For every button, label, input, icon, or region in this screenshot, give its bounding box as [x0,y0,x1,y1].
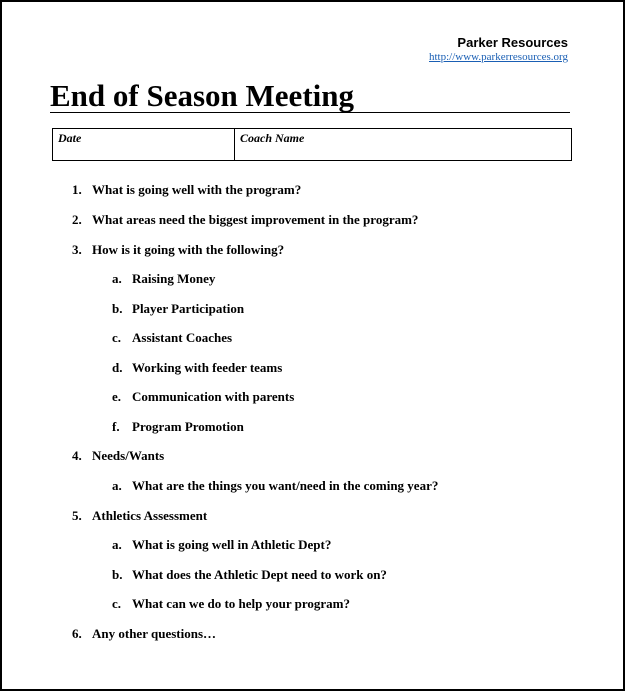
date-field[interactable] [53,129,235,160]
list-letter: c. [112,330,122,345]
question-3 [72,242,284,258]
list-letter: b. [112,567,123,582]
company-url-link[interactable]: http://www.parkerresources.org [429,51,568,63]
list-number: 1. [72,182,82,197]
question-text: Any other questions… [92,626,217,641]
list-letter: f. [112,419,120,434]
question-2 [72,212,418,228]
date-label: Date [58,131,82,145]
list-number: 6. [72,626,82,641]
question-5a [112,537,331,553]
question-6 [72,626,216,642]
question-3f [112,419,244,435]
question-5b [112,567,387,583]
question-text: Assistant Coaches [132,330,233,345]
question-1 [72,182,301,198]
list-letter: c. [112,596,122,611]
question-text: What areas need the biggest improvement in the program? [92,212,419,227]
list-letter: b. [112,301,123,316]
company-name: Parker Resources [457,35,568,50]
question-4 [72,448,164,464]
question-text: Athletics Assessment [92,508,208,523]
list-number: 4. [72,448,82,463]
question-text: Communication with parents [132,389,295,404]
list-letter: a. [112,537,122,552]
coach-name-field[interactable] [235,129,571,160]
question-text: What is going well with the program? [92,182,302,197]
question-text: Player Participation [132,301,245,316]
question-text: What is going well in Athletic Dept? [132,537,332,552]
page-title: End of Season Meeting [50,78,354,113]
list-number: 5. [72,508,82,523]
question-text: Working with feeder teams [132,360,283,375]
question-3e [112,389,294,405]
list-number: 3. [72,242,82,257]
info-table [52,128,572,161]
question-3c [112,330,232,346]
question-text: How is it going with the following? [92,242,285,257]
question-4a [112,478,438,494]
letterhead [429,35,568,64]
question-3b [112,301,244,317]
list-letter: a. [112,478,122,493]
question-5c [112,596,350,612]
question-3d [112,360,282,376]
question-5 [72,508,207,524]
title-divider [50,112,570,113]
list-number: 2. [72,212,82,227]
question-text: What does the Athletic Dept need to work on? [132,567,387,582]
question-text: What are the things you want/need in the coming year? [132,478,439,493]
list-letter: a. [112,271,122,286]
list-letter: e. [112,389,122,404]
question-text: Program Promotion [132,419,244,434]
coach-name-label: Coach Name [240,131,305,145]
question-text: Raising Money [132,271,216,286]
question-3a [112,271,215,287]
question-text: What can we do to help your program? [132,596,350,611]
list-letter: d. [112,360,123,375]
question-text: Needs/Wants [92,448,165,463]
